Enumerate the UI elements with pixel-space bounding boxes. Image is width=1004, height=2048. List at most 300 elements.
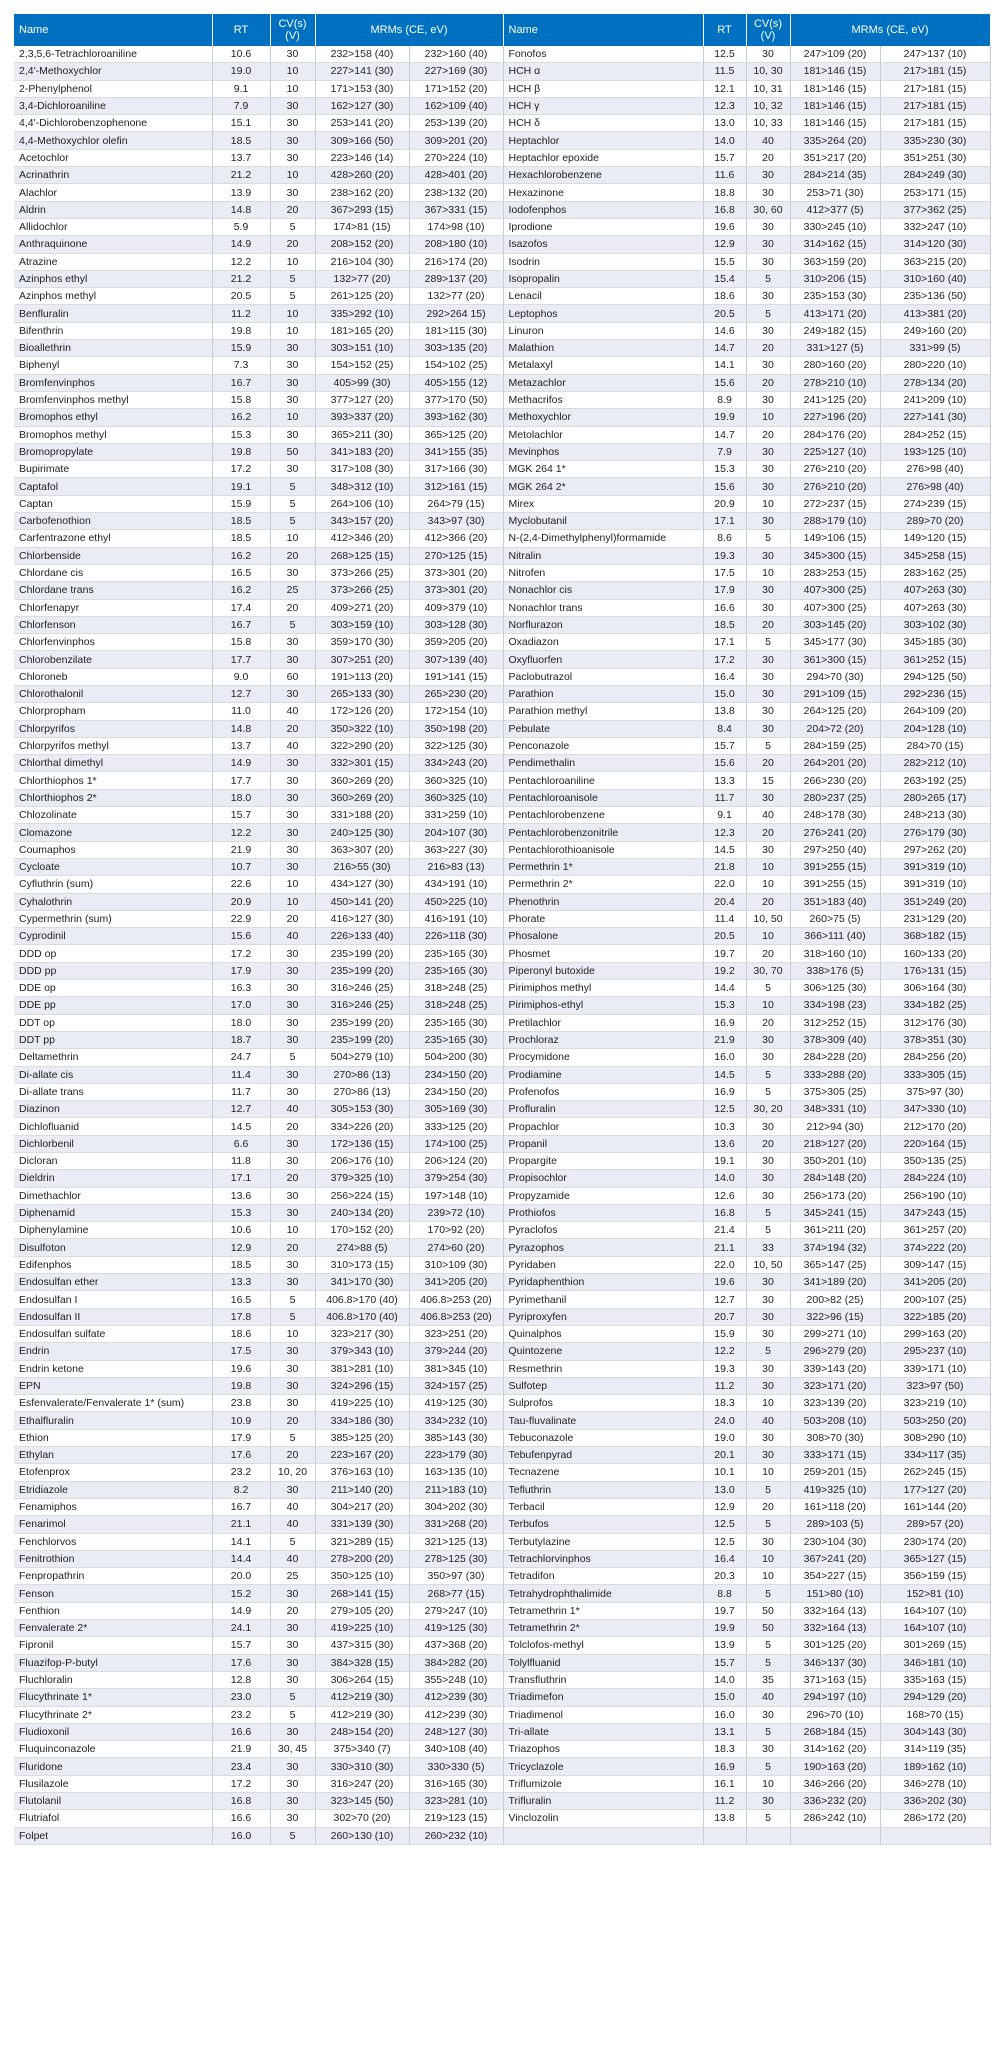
left-mrm2-cell: 350>97 (30) — [409, 1568, 503, 1585]
right-mrm2-cell: 346>278 (10) — [880, 1775, 990, 1792]
right-cv-cell: 20 — [746, 426, 790, 443]
right-mrm1-cell: 413>171 (20) — [790, 305, 880, 322]
left-rt-cell: 15.9 — [212, 495, 270, 512]
left-cv-cell: 30 — [270, 564, 315, 581]
table-row — [14, 1498, 990, 1515]
right-cv-cell: 50 — [746, 1620, 790, 1637]
left-mrm1-cell: 350>322 (10) — [315, 720, 409, 737]
right-cv-cell: 30 — [746, 651, 790, 668]
right-name-cell: Propisochlor — [503, 1170, 703, 1187]
right-rt-cell: 11.7 — [703, 789, 746, 806]
right-name-cell: Pebulate — [503, 720, 703, 737]
left-name-cell: Fenitrothion — [14, 1550, 212, 1567]
left-rt-cell: 17.7 — [212, 772, 270, 789]
right-rt-cell: 12.9 — [703, 236, 746, 253]
left-cv-cell: 30 — [270, 46, 315, 63]
table-row — [14, 1585, 990, 1602]
table-row — [14, 1533, 990, 1550]
left-cv-cell: 30 — [270, 184, 315, 201]
left-mrm2-cell: 367>331 (15) — [409, 201, 503, 218]
right-rt-cell: 13.6 — [703, 1135, 746, 1152]
left-rt-cell: 16.5 — [212, 564, 270, 581]
right-name-cell: Pentachloroaniline — [503, 772, 703, 789]
left-rt-cell: 22.6 — [212, 876, 270, 893]
left-name-cell: Esfenvalerate/Fenvalerate 1* (sum) — [14, 1395, 212, 1412]
table-row — [14, 1792, 990, 1809]
right-cv-cell: 10 — [746, 1464, 790, 1481]
right-mrm2-cell: 204>128 (10) — [880, 720, 990, 737]
right-cv-cell: 30 — [746, 1325, 790, 1342]
left-mrm1-cell: 334>186 (30) — [315, 1412, 409, 1429]
right-mrm1-cell: 371>163 (15) — [790, 1671, 880, 1688]
left-name-cell: Folpet — [14, 1827, 212, 1844]
left-mrm2-cell: 406.8>253 (20) — [409, 1308, 503, 1325]
right-mrm2-cell: 336>202 (30) — [880, 1792, 990, 1809]
right-mrm1-cell: 407>300 (25) — [790, 599, 880, 616]
left-mrm1-cell: 278>200 (20) — [315, 1550, 409, 1567]
left-rt-cell: 16.3 — [212, 980, 270, 997]
left-mrm2-cell: 333>125 (20) — [409, 1118, 503, 1135]
left-mrm1-cell: 274>88 (5) — [315, 1239, 409, 1256]
left-mrm2-cell: 331>259 (10) — [409, 807, 503, 824]
left-name-cell: Dichlorbenil — [14, 1135, 212, 1152]
left-name-cell: Chlordane trans — [14, 582, 212, 599]
right-name-cell: Prothiofos — [503, 1204, 703, 1221]
right-mrm1-cell: 264>125 (20) — [790, 703, 880, 720]
left-name-cell: Bupirimate — [14, 461, 212, 478]
right-rt-cell: 13.3 — [703, 772, 746, 789]
left-mrm2-cell: 304>202 (30) — [409, 1498, 503, 1515]
left-cv-cell: 30 — [270, 997, 315, 1014]
left-name-cell: Bromfenvinphos methyl — [14, 391, 212, 408]
right-rt-cell — [703, 1827, 746, 1844]
right-rt-cell: 16.4 — [703, 668, 746, 685]
left-cv-cell: 10 — [270, 1325, 315, 1342]
left-cv-cell: 20 — [270, 1170, 315, 1187]
left-mrm2-cell: 270>224 (10) — [409, 149, 503, 166]
table-row — [14, 1066, 990, 1083]
table-row — [14, 1723, 990, 1740]
right-rt-cell: 19.0 — [703, 1429, 746, 1446]
left-name-cell: Cyprodinil — [14, 928, 212, 945]
right-mrm2-cell: 164>107 (10) — [880, 1602, 990, 1619]
left-mrm1-cell: 235>199 (20) — [315, 962, 409, 979]
right-rt-cell: 15.6 — [703, 374, 746, 391]
table-row — [14, 1274, 990, 1291]
left-rt-cell: 23.8 — [212, 1395, 270, 1412]
left-mrm1-cell: 321>289 (15) — [315, 1533, 409, 1550]
right-rt-cell: 9.1 — [703, 807, 746, 824]
right-rt-cell: 14.5 — [703, 1066, 746, 1083]
left-mrm2-cell: 268>77 (15) — [409, 1585, 503, 1602]
right-name-cell: HCH δ — [503, 115, 703, 132]
header-mrm-right[interactable]: MRMs (CE, eV) — [790, 14, 990, 46]
right-name-cell: Hexazinone — [503, 184, 703, 201]
left-mrm1-cell: 211>140 (20) — [315, 1481, 409, 1498]
right-mrm2-cell: 365>127 (15) — [880, 1550, 990, 1567]
right-mrm1-cell: 375>305 (25) — [790, 1083, 880, 1100]
left-mrm1-cell: 341>170 (30) — [315, 1274, 409, 1291]
right-name-cell: Metazachlor — [503, 374, 703, 391]
left-cv-cell: 30 — [270, 962, 315, 979]
right-rt-cell: 11.6 — [703, 167, 746, 184]
right-name-cell: Sulprofos — [503, 1395, 703, 1412]
left-mrm1-cell: 223>146 (14) — [315, 149, 409, 166]
left-rt-cell: 23.2 — [212, 1464, 270, 1481]
right-mrm1-cell: 346>266 (20) — [790, 1775, 880, 1792]
left-mrm1-cell: 324>296 (15) — [315, 1377, 409, 1394]
table-row — [14, 340, 990, 357]
right-mrm2-cell: 283>162 (25) — [880, 564, 990, 581]
left-mrm2-cell: 232>160 (40) — [409, 46, 503, 63]
table-row — [14, 1827, 990, 1844]
right-rt-cell: 15.0 — [703, 1689, 746, 1706]
right-mrm2-cell: 235>136 (50) — [880, 288, 990, 305]
left-name-cell: 2-Phenylphenol — [14, 80, 212, 97]
left-cv-cell: 10, 20 — [270, 1464, 315, 1481]
right-mrm1-cell: 301>125 (20) — [790, 1637, 880, 1654]
table-row — [14, 288, 990, 305]
right-mrm2-cell — [880, 1827, 990, 1844]
table-row — [14, 1706, 990, 1723]
right-name-cell: Tetramethrin 1* — [503, 1602, 703, 1619]
left-name-cell: Endosulfan II — [14, 1308, 212, 1325]
right-mrm1-cell: 280>237 (25) — [790, 789, 880, 806]
right-mrm1-cell: 235>153 (30) — [790, 288, 880, 305]
right-mrm1-cell: 346>137 (30) — [790, 1654, 880, 1671]
left-rt-cell: 18.0 — [212, 1014, 270, 1031]
left-mrm1-cell: 428>260 (20) — [315, 167, 409, 184]
left-mrm2-cell: 248>127 (30) — [409, 1723, 503, 1740]
table-row — [14, 1395, 990, 1412]
left-mrm1-cell: 316>247 (20) — [315, 1775, 409, 1792]
left-rt-cell: 7.9 — [212, 97, 270, 114]
left-cv-cell: 30 — [270, 824, 315, 841]
right-mrm2-cell: 289>70 (20) — [880, 513, 990, 530]
right-rt-cell: 20.7 — [703, 1308, 746, 1325]
table-row — [14, 910, 990, 927]
right-mrm1-cell: 323>171 (20) — [790, 1377, 880, 1394]
table-row — [14, 374, 990, 391]
left-cv-cell: 30 — [270, 97, 315, 114]
left-cv-cell: 10 — [270, 322, 315, 339]
right-mrm1-cell: 161>118 (20) — [790, 1498, 880, 1515]
header-mrm-left[interactable]: MRMs (CE, eV) — [315, 14, 503, 46]
left-mrm2-cell: 310>109 (30) — [409, 1256, 503, 1273]
right-mrm2-cell: 375>97 (30) — [880, 1083, 990, 1100]
left-mrm2-cell: 322>125 (30) — [409, 737, 503, 754]
left-name-cell: Bromophos methyl — [14, 426, 212, 443]
left-mrm1-cell: 154>152 (25) — [315, 357, 409, 374]
left-mrm2-cell: 191>141 (15) — [409, 668, 503, 685]
left-mrm2-cell: 303>128 (30) — [409, 616, 503, 633]
right-name-cell: MGK 264 2* — [503, 478, 703, 495]
right-name-cell: N-(2,4-Dimethylphenyl)formamide — [503, 530, 703, 547]
right-name-cell: Vinclozolin — [503, 1810, 703, 1827]
left-cv-cell: 10 — [270, 305, 315, 322]
right-rt-cell: 16.8 — [703, 201, 746, 218]
right-mrm1-cell: 266>230 (20) — [790, 772, 880, 789]
right-rt-cell: 19.9 — [703, 409, 746, 426]
left-rt-cell: 16.7 — [212, 374, 270, 391]
right-mrm2-cell: 231>129 (20) — [880, 910, 990, 927]
left-mrm1-cell: 181>165 (20) — [315, 322, 409, 339]
right-name-cell: Pendimethalin — [503, 755, 703, 772]
table-row — [14, 703, 990, 720]
right-mrm2-cell: 256>190 (10) — [880, 1187, 990, 1204]
right-rt-cell: 12.3 — [703, 97, 746, 114]
left-name-cell: Fipronil — [14, 1637, 212, 1654]
right-name-cell — [503, 1827, 703, 1844]
left-cv-cell: 30 — [270, 461, 315, 478]
right-rt-cell: 12.5 — [703, 1533, 746, 1550]
left-mrm2-cell: 381>345 (10) — [409, 1360, 503, 1377]
left-mrm1-cell: 305>153 (30) — [315, 1101, 409, 1118]
left-rt-cell: 11.0 — [212, 703, 270, 720]
header-rt-left[interactable]: RT — [212, 14, 270, 46]
left-rt-cell: 17.0 — [212, 997, 270, 1014]
table-row — [14, 1343, 990, 1360]
left-mrm1-cell: 310>173 (15) — [315, 1256, 409, 1273]
left-cv-cell: 30 — [270, 1014, 315, 1031]
right-mrm1-cell: 333>288 (20) — [790, 1066, 880, 1083]
left-rt-cell: 18.0 — [212, 789, 270, 806]
header-rt-right[interactable]: RT — [703, 14, 746, 46]
table-row — [14, 357, 990, 374]
right-mrm2-cell: 299>163 (20) — [880, 1325, 990, 1342]
left-cv-cell: 5 — [270, 270, 315, 287]
left-rt-cell: 10.6 — [212, 1222, 270, 1239]
right-rt-cell: 18.3 — [703, 1741, 746, 1758]
right-cv-cell: 20 — [746, 1498, 790, 1515]
right-cv-cell: 5 — [746, 1204, 790, 1221]
right-mrm2-cell: 361>257 (20) — [880, 1222, 990, 1239]
right-mrm2-cell: 263>192 (25) — [880, 772, 990, 789]
right-rt-cell: 16.9 — [703, 1083, 746, 1100]
right-rt-cell: 12.3 — [703, 824, 746, 841]
left-cv-cell: 5 — [270, 478, 315, 495]
left-rt-cell: 24.1 — [212, 1620, 270, 1637]
left-mrm2-cell: 239>72 (10) — [409, 1204, 503, 1221]
left-name-cell: Diazinon — [14, 1101, 212, 1118]
left-name-cell: Disulfoton — [14, 1239, 212, 1256]
table-row — [14, 945, 990, 962]
right-name-cell: Sulfotep — [503, 1377, 703, 1394]
header-cv-right[interactable]: CV(s) (V) — [746, 14, 790, 46]
right-mrm2-cell: 176>131 (15) — [880, 962, 990, 979]
left-mrm2-cell: 226>118 (30) — [409, 928, 503, 945]
right-mrm2-cell: 295>237 (10) — [880, 1343, 990, 1360]
right-cv-cell: 10 — [746, 876, 790, 893]
left-mrm2-cell: 412>366 (20) — [409, 530, 503, 547]
right-mrm2-cell: 407>263 (30) — [880, 582, 990, 599]
right-mrm1-cell: 241>125 (20) — [790, 391, 880, 408]
left-rt-cell: 23.0 — [212, 1689, 270, 1706]
table-row — [14, 1170, 990, 1187]
left-cv-cell: 40 — [270, 1101, 315, 1118]
left-name-cell: Dieldrin — [14, 1170, 212, 1187]
left-mrm1-cell: 331>188 (20) — [315, 807, 409, 824]
left-name-cell: DDD op — [14, 945, 212, 962]
left-rt-cell: 12.2 — [212, 253, 270, 270]
left-name-cell: Fenamiphos — [14, 1498, 212, 1515]
right-mrm2-cell: 391>319 (10) — [880, 876, 990, 893]
header-name-left[interactable]: Name — [14, 14, 212, 46]
right-mrm2-cell: 284>70 (15) — [880, 737, 990, 754]
table-row — [14, 1049, 990, 1066]
right-name-cell: Tetradifon — [503, 1568, 703, 1585]
right-mrm2-cell: 314>120 (30) — [880, 236, 990, 253]
right-mrm2-cell: 217>181 (15) — [880, 97, 990, 114]
right-mrm2-cell: 217>181 (15) — [880, 80, 990, 97]
right-mrm1-cell: 151>80 (10) — [790, 1585, 880, 1602]
left-cv-cell: 30 — [270, 1654, 315, 1671]
left-mrm2-cell: 412>239 (30) — [409, 1706, 503, 1723]
left-name-cell: Azinphos ethyl — [14, 270, 212, 287]
left-rt-cell: 14.9 — [212, 236, 270, 253]
right-mrm1-cell: 374>194 (32) — [790, 1239, 880, 1256]
left-mrm2-cell: 265>230 (20) — [409, 685, 503, 702]
right-name-cell: Lenacil — [503, 288, 703, 305]
right-cv-cell: 5 — [746, 1723, 790, 1740]
left-cv-cell: 10 — [270, 63, 315, 80]
table-row — [14, 807, 990, 824]
right-name-cell: Nonachlor cis — [503, 582, 703, 599]
right-rt-cell: 11.4 — [703, 910, 746, 927]
right-mrm2-cell: 334>117 (35) — [880, 1447, 990, 1464]
right-cv-cell: 20 — [746, 945, 790, 962]
left-mrm1-cell: 504>279 (10) — [315, 1049, 409, 1066]
left-rt-cell: 18.5 — [212, 530, 270, 547]
right-rt-cell: 19.7 — [703, 945, 746, 962]
right-rt-cell: 16.9 — [703, 1758, 746, 1775]
right-rt-cell: 13.9 — [703, 1637, 746, 1654]
table-row — [14, 80, 990, 97]
left-cv-cell: 5 — [270, 513, 315, 530]
left-mrm1-cell: 416>127 (30) — [315, 910, 409, 927]
right-mrm2-cell: 346>181 (10) — [880, 1654, 990, 1671]
left-mrm1-cell: 317>108 (30) — [315, 461, 409, 478]
left-rt-cell: 21.1 — [212, 1516, 270, 1533]
table-row — [14, 1239, 990, 1256]
right-mrm2-cell: 189>162 (10) — [880, 1758, 990, 1775]
left-cv-cell: 5 — [270, 1049, 315, 1066]
left-cv-cell: 10 — [270, 876, 315, 893]
left-rt-cell: 16.8 — [212, 1792, 270, 1809]
left-name-cell: 4,4-Methoxychlor olefin — [14, 132, 212, 149]
pesticide-mrm-table — [14, 14, 991, 1845]
left-mrm1-cell: 406.8>170 (40) — [315, 1308, 409, 1325]
table-body — [14, 46, 990, 1844]
left-name-cell: Fenpropathrin — [14, 1568, 212, 1585]
right-rt-cell: 8.8 — [703, 1585, 746, 1602]
right-mrm2-cell: 368>182 (15) — [880, 928, 990, 945]
left-mrm1-cell: 162>127 (30) — [315, 97, 409, 114]
header-name-right[interactable]: Name — [503, 14, 703, 46]
right-cv-cell: 5 — [746, 270, 790, 287]
left-name-cell: DDE pp — [14, 997, 212, 1014]
right-cv-cell: 20 — [746, 374, 790, 391]
left-mrm2-cell: 360>325 (10) — [409, 789, 503, 806]
right-mrm1-cell: 264>201 (20) — [790, 755, 880, 772]
left-mrm2-cell: 274>60 (20) — [409, 1239, 503, 1256]
table-row — [14, 1153, 990, 1170]
table-row — [14, 547, 990, 564]
right-mrm1-cell: 149>106 (15) — [790, 530, 880, 547]
right-rt-cell: 15.9 — [703, 1325, 746, 1342]
right-mrm1-cell: 331>127 (5) — [790, 340, 880, 357]
left-rt-cell: 14.5 — [212, 1118, 270, 1135]
right-cv-cell: 30 — [746, 322, 790, 339]
left-cv-cell: 60 — [270, 668, 315, 685]
left-mrm2-cell: 450>225 (10) — [409, 893, 503, 910]
left-rt-cell: 13.7 — [212, 737, 270, 754]
left-rt-cell: 19.1 — [212, 478, 270, 495]
left-mrm2-cell: 307>139 (40) — [409, 651, 503, 668]
left-rt-cell: 14.1 — [212, 1533, 270, 1550]
right-name-cell: Metalaxyl — [503, 357, 703, 374]
right-rt-cell: 16.6 — [703, 599, 746, 616]
left-rt-cell: 11.8 — [212, 1153, 270, 1170]
right-mrm2-cell: 284>224 (10) — [880, 1170, 990, 1187]
left-name-cell: Edifenphos — [14, 1256, 212, 1273]
right-mrm1-cell: 341>189 (20) — [790, 1274, 880, 1291]
right-name-cell: Pyrimethanil — [503, 1291, 703, 1308]
left-name-cell: Endrin ketone — [14, 1360, 212, 1377]
table-row — [14, 668, 990, 685]
right-mrm2-cell: 161>144 (20) — [880, 1498, 990, 1515]
left-mrm2-cell: 235>165 (30) — [409, 1014, 503, 1031]
right-cv-cell: 5 — [746, 1585, 790, 1602]
header-cv-left[interactable]: CV(s) (V) — [270, 14, 315, 46]
right-mrm2-cell: 350>135 (25) — [880, 1153, 990, 1170]
right-cv-cell: 10 — [746, 409, 790, 426]
left-cv-cell: 40 — [270, 1498, 315, 1515]
table-row — [14, 236, 990, 253]
right-mrm1-cell: 365>147 (25) — [790, 1256, 880, 1273]
left-cv-cell: 30 — [270, 1620, 315, 1637]
left-rt-cell: 20.5 — [212, 288, 270, 305]
left-mrm1-cell: 216>104 (30) — [315, 253, 409, 270]
left-name-cell: Flutolanil — [14, 1792, 212, 1809]
right-mrm2-cell: 309>147 (15) — [880, 1256, 990, 1273]
left-cv-cell: 20 — [270, 1447, 315, 1464]
left-mrm1-cell: 307>251 (20) — [315, 651, 409, 668]
right-mrm2-cell: 152>81 (10) — [880, 1585, 990, 1602]
right-rt-cell: 22.0 — [703, 1256, 746, 1273]
right-cv-cell: 10 — [746, 858, 790, 875]
right-mrm2-cell: 332>247 (10) — [880, 218, 990, 235]
table-row — [14, 755, 990, 772]
right-mrm2-cell: 323>219 (10) — [880, 1395, 990, 1412]
left-cv-cell: 20 — [270, 547, 315, 564]
right-name-cell: Pentachlorothioanisole — [503, 841, 703, 858]
right-cv-cell: 20 — [746, 1014, 790, 1031]
left-mrm1-cell: 240>134 (20) — [315, 1204, 409, 1221]
left-name-cell: Fenthion — [14, 1602, 212, 1619]
left-rt-cell: 13.9 — [212, 184, 270, 201]
left-name-cell: Bromophos ethyl — [14, 409, 212, 426]
right-mrm1-cell: 288>179 (10) — [790, 513, 880, 530]
right-rt-cell: 18.6 — [703, 288, 746, 305]
table-row — [14, 980, 990, 997]
right-mrm2-cell: 294>129 (20) — [880, 1689, 990, 1706]
left-mrm2-cell: 163>135 (10) — [409, 1464, 503, 1481]
left-cv-cell: 30 — [270, 807, 315, 824]
left-mrm1-cell: 365>211 (30) — [315, 426, 409, 443]
right-mrm2-cell: 149>120 (15) — [880, 530, 990, 547]
right-rt-cell: 18.3 — [703, 1395, 746, 1412]
